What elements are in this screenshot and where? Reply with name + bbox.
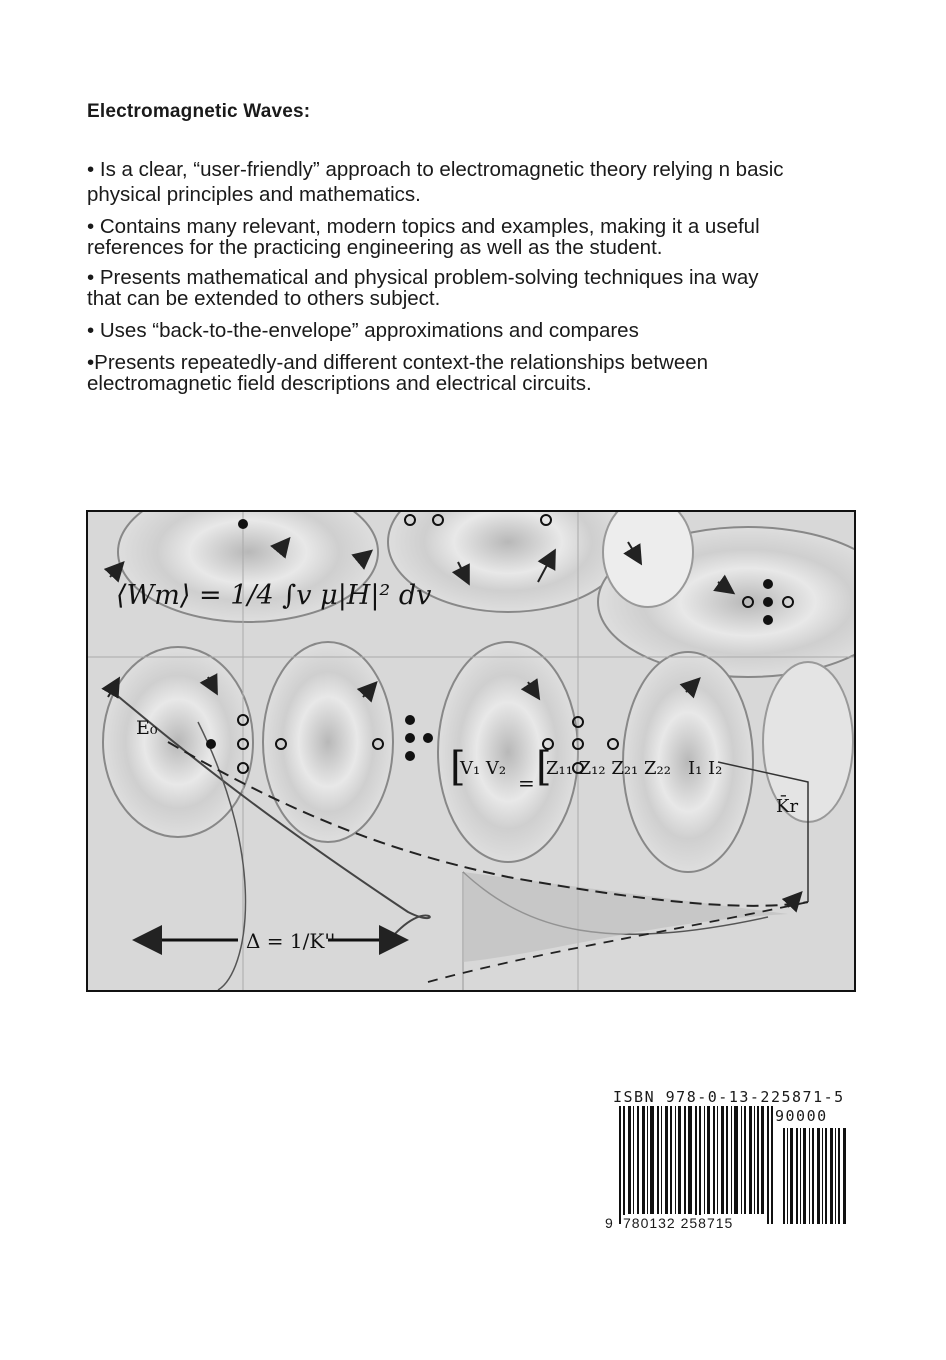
- e0-label: E₀: [136, 717, 158, 739]
- cover-illustration: [86, 510, 856, 992]
- price-code: 90000: [775, 1107, 828, 1125]
- bullet-item: • Contains many relevant, modern topics and examples, making it a useful references for the practicing engineering as well as the student.: [87, 215, 760, 259]
- matrix-current: I₁ I₂: [688, 758, 723, 779]
- kr-label: K̄r: [776, 796, 799, 817]
- field-diagram: [88, 512, 854, 990]
- bullet-item: • Presents mathematical and physical problem-solving techniques ina way that can be extended to others subject.: [87, 266, 759, 310]
- isbn-number: ISBN 978-0-13-225871-5: [613, 1088, 845, 1106]
- matrix-voltage: V₁ V₂: [460, 758, 507, 779]
- energy-equation: ⟨Wm⟩ = 1/4 ∫v μ|H|² dv: [116, 580, 432, 611]
- svg-text:[: [: [536, 744, 552, 790]
- ean-first-digit: 9: [605, 1215, 613, 1231]
- bullet-list: [87, 157, 787, 403]
- heading: Electromagnetic Waves:: [87, 101, 311, 122]
- ean-digits: 780132 258715: [623, 1215, 734, 1231]
- bullet-item: • Uses “back-to-the-envelope” approximations and compares: [87, 319, 639, 342]
- bullet-item: •Presents repeatedly-and different context-the relationships between electromagnetic field descriptions and electrical circuits.: [87, 351, 709, 395]
- delta-label: Δ = 1/K'': [246, 929, 336, 953]
- svg-text:[: [: [450, 744, 466, 790]
- matrix-impedance: Z₁₁ Z₁₂ Z₂₁ Z₂₂: [546, 758, 671, 779]
- bullet-item: • Is a clear, “user-friendly” approach to electromagnetic theory relying n basic physical principles and mathematics.: [87, 158, 784, 206]
- svg-text:=: =: [518, 771, 535, 795]
- isbn-barcode: [605, 1088, 851, 1248]
